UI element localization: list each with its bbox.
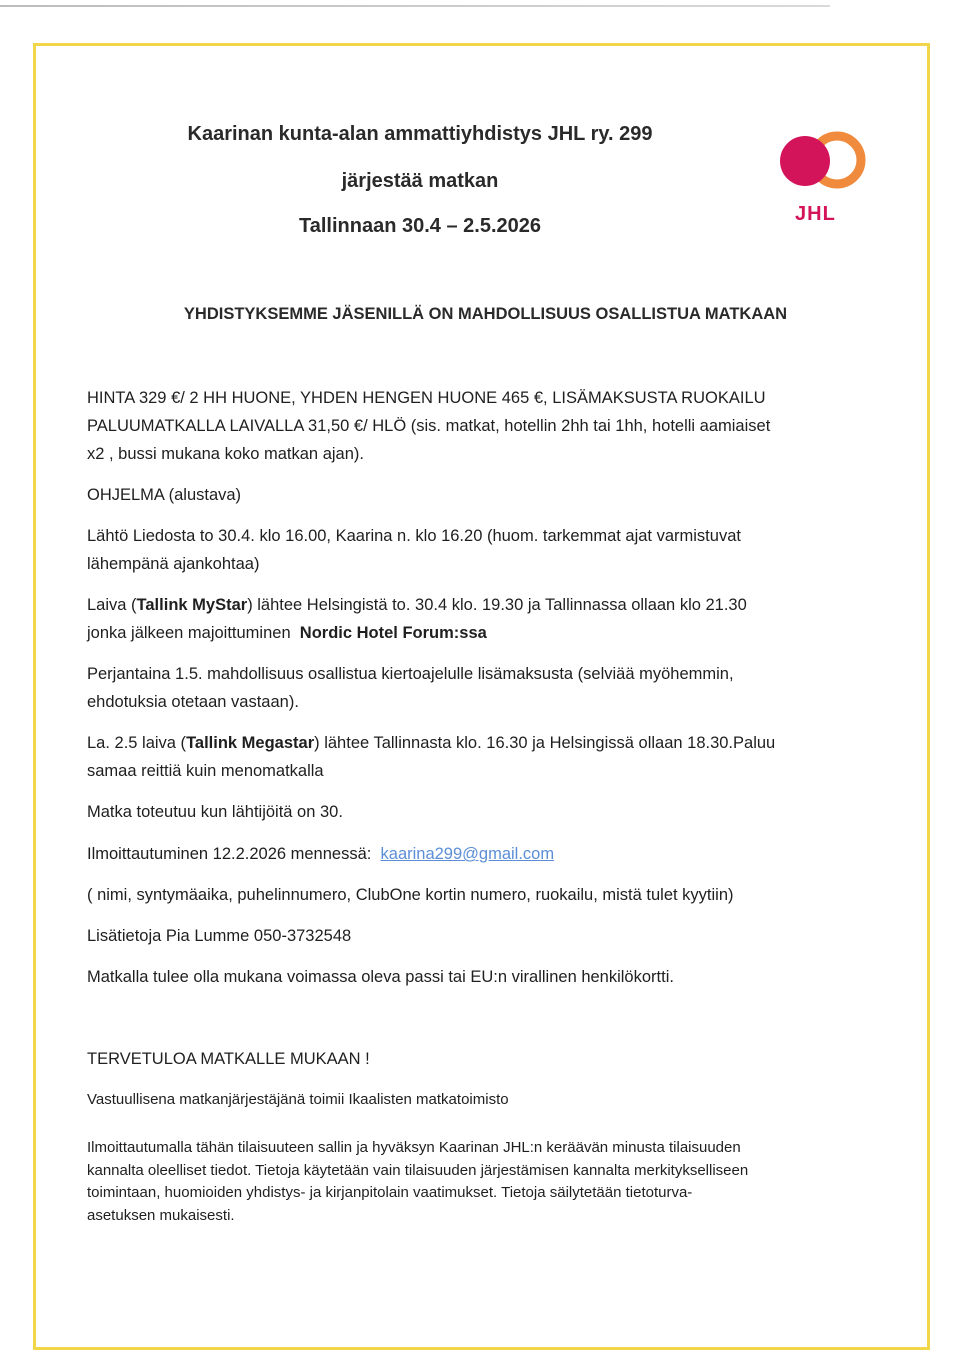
minimum-participants: Matka toteutuu kun lähtijöitä on 30.: [87, 803, 343, 821]
ship-out-line: [87, 591, 887, 619]
friday-paragraph: [87, 660, 887, 716]
privacy-paragraph: [87, 1137, 887, 1227]
hotel-name: Nordic Hotel Forum:ssa: [299, 624, 487, 642]
privacy-line: toimintaan, huomioiden yhdistys- ja kirjanpitolain vaatimukset. Tietoja säilytetään tietoturva-: [87, 1184, 693, 1201]
organizes-trip: järjestää matkan: [341, 170, 499, 192]
text: ) lähtee Tallinnasta klo. 16.30 ja Helsingissä ollaan 18.30.Paluu: [314, 734, 776, 752]
departure-paragraph: [87, 522, 887, 578]
ship-back-line: [87, 729, 887, 757]
program-title: OHJELMA (alustava): [87, 486, 242, 504]
ship-out-line: [87, 619, 887, 647]
association-name: Kaarinan kunta-alan ammattiyhdistys JHL ry. 299: [187, 123, 653, 145]
text: Laiva (: [87, 596, 137, 614]
email-link[interactable]: kaarina299@gmail.com: [380, 845, 555, 863]
text: jonka jälkeen majoittuminen: [87, 624, 300, 642]
logo-dot: [780, 136, 830, 186]
passport-note: Matkalla tulee olla mukana voimassa oleva passi tai EU:n virallinen henkilökortti.: [87, 968, 674, 986]
price-line: x2 , bussi mukana koko matkan ajan).: [87, 445, 364, 463]
organizer-note: Vastuullisena matkanjärjestäjänä toimii Ikaalisten matkatoimisto: [87, 1091, 509, 1108]
ship-back-line: samaa reittiä kuin menomatkalla: [87, 762, 324, 780]
ship-name: Tallink Megastar: [186, 734, 315, 752]
registration-label: Ilmoittautuminen 12.2.2026 mennessä:: [87, 845, 381, 863]
ship-name: Tallink MyStar: [136, 596, 248, 614]
text: ) lähtee Helsingistä to. 30.4 klo. 19.30 ja Tallinnassa ollaan klo 21.30: [247, 596, 747, 614]
price-paragraph: [87, 384, 887, 468]
trip-destination-dates: Tallinnaan 30.4 – 2.5.2026: [299, 215, 541, 237]
members-subheading: YHDISTYKSEMME JÄSENILLÄ ON MAHDOLLISUUS OSALLISTUA MATKAAN: [183, 305, 788, 323]
required-info: ( nimi, syntymäaika, puhelinnumero, ClubOne kortin numero, ruokailu, mistä tulet kyytiin): [87, 886, 734, 904]
privacy-line: asetuksen mukaisesti.: [87, 1206, 235, 1224]
departure-line: Lähtö Liedosta to 30.4. klo 16.00, Kaarina n. klo 16.20 (huom. tarkemmat ajat varmistuvat: [87, 527, 741, 545]
privacy-line: kannalta oleelliset tiedot. Tietoja käytetään vain tilaisuuden järjestämisen kannalta merkitykselliseen: [87, 1161, 749, 1179]
ship-back-paragraph: [87, 729, 887, 785]
departure-line: lähempänä ajankohtaa): [87, 555, 260, 573]
welcome-text: TERVETULOA MATKALLE MUKAAN !: [87, 1050, 370, 1068]
registration-line: [87, 840, 887, 868]
privacy-line: Ilmoittautumalla tähän tilaisuuteen sallin ja hyväksyn Kaarinan JHL:n keräävän minusta tilaisuuden: [87, 1139, 741, 1156]
friday-line: ehdotuksia otetaan vastaan).: [87, 693, 299, 711]
ship-out-paragraph: [87, 591, 887, 647]
scan-edge-line: [0, 5, 830, 7]
text: La. 2.5 laiva (: [87, 734, 187, 752]
price-line: PALUUMATKALLA LAIVALLA 31,50 €/ HLÖ (sis. matkat, hotellin 2hh tai 1hh, hotelli aamiaiset: [87, 417, 771, 435]
friday-line: Perjantaina 1.5. mahdollisuus osallistua kiertoajelulle lisämaksusta (selviää myöhemmin,: [87, 665, 734, 683]
contact-info: Lisätietoja Pia Lumme 050-3732548: [87, 927, 352, 945]
price-line: HINTA 329 €/ 2 HH HUONE, YHDEN HENGEN HUONE 465 €, LISÄMAKSUSTA RUOKAILU: [87, 389, 766, 407]
logo-text: JHL: [795, 203, 836, 225]
